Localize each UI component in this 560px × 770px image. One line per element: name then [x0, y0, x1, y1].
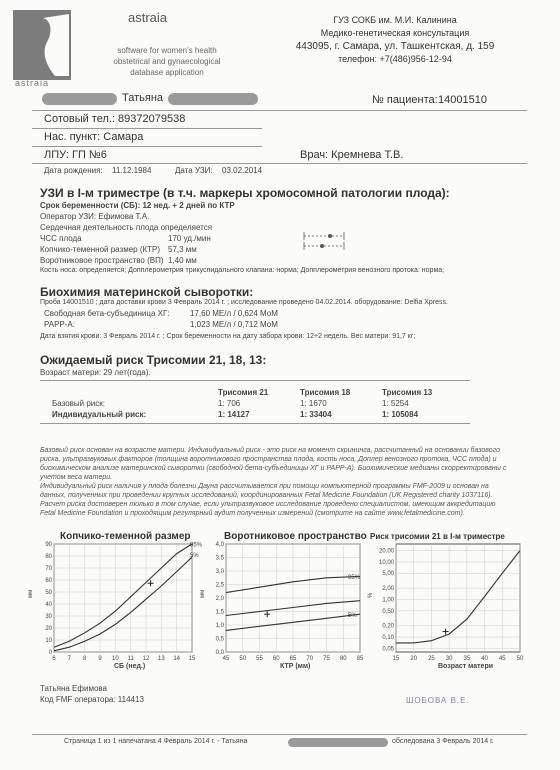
y-tick-label: 20 — [45, 626, 52, 632]
org-phone: телефон: +7(486)956-12-94 — [338, 54, 452, 64]
y-tick-label: 1,0 — [215, 623, 224, 629]
y-tick-label: 40 — [45, 602, 52, 608]
divider — [32, 146, 262, 147]
risk-curve — [396, 551, 520, 643]
sample-info: Проба 14001510 ; дата доставки крови 3 Февраль 2014 г. ; исследование проведено 04.02.2014. оборудование: Delfia Xpress. — [40, 299, 448, 306]
x-tick-label: 65 — [289, 656, 297, 662]
risk-column-header: Трисомия 21 — [218, 388, 269, 397]
tagline-line: database application — [130, 68, 204, 77]
biochem-value: 1,023 МЕ/л / 0,712 МоМ — [190, 320, 278, 329]
doctor-name: Врач: Кремнева Т.В. — [300, 149, 404, 161]
explanatory-notes — [40, 446, 530, 518]
percentile-label: 5% — [348, 612, 357, 619]
x-tick-label: 85 — [356, 656, 364, 662]
patient-first-name: Татьяна — [122, 92, 164, 104]
gestation: Срок беременности (СБ): 12 нед. + 2 дней по КТР — [40, 201, 235, 210]
x-tick-label: 45 — [498, 656, 506, 662]
y-tick-label: 60 — [45, 578, 52, 584]
y-tick-label: 0,5 — [215, 636, 224, 643]
us-row-label: Копчико-теменной размер (КТР) — [40, 245, 161, 254]
percentile-line — [54, 544, 192, 647]
y-tick-label: 2,5 — [215, 582, 224, 589]
base-risk-value: 1: 706 — [218, 399, 241, 408]
x-tick-label: 80 — [339, 656, 347, 662]
x-tick-label: 50 — [516, 656, 524, 662]
x-tick-label: 75 — [323, 656, 330, 662]
chart-title: Риск трисомии 21 в I-м триместре — [370, 532, 505, 541]
brand-name: astraia — [128, 10, 168, 25]
y-tick-label: 80 — [45, 554, 52, 560]
base-risk-value: 1: 1670 — [300, 399, 327, 408]
us-date: 03.02.2014 — [222, 166, 263, 175]
x-tick-label: 13 — [157, 656, 165, 662]
note-line: Базовый риск основан на возрасте матери. Индивидуальный риск - это риск на момент скрининга, рассчитанный на основании базового — [40, 447, 500, 454]
y-tick-label: 4,0 — [215, 542, 224, 548]
x-tick-label: 12 — [142, 656, 150, 662]
x-tick-label: 9 — [98, 656, 102, 662]
redacted-footer-name — [288, 738, 388, 747]
ultrasound-title: УЗИ в I-м триместре (в т.ч. маркеры хромосомной патологии плода): — [40, 186, 450, 200]
logo-word: astraia — [15, 78, 50, 88]
us-row-value: 170 уд./мин — [168, 234, 211, 243]
y-tick-label: 1,5 — [215, 609, 224, 616]
y-tick-label: 30 — [45, 614, 52, 620]
note-line: учетом веса матери. — [40, 474, 113, 481]
risk-title: Ожидаемый риск Трисомии 21, 18, 13: — [40, 353, 267, 367]
patient-phone: Сотовый тел.: 89372079538 — [44, 113, 186, 125]
divider — [32, 110, 527, 111]
biochem-title: Биохимия материнской сыворотки: — [40, 285, 254, 299]
y-axis-label: мм — [200, 589, 206, 598]
y-tick-label: 0,50 — [382, 608, 394, 615]
percentile-label: 95% — [348, 575, 361, 582]
y-tick-label: 3,5 — [215, 555, 224, 562]
tagline-line: software for women's health — [117, 46, 217, 55]
x-tick-label: 11 — [127, 656, 134, 662]
individual-risk-value: 1: 14127 — [218, 410, 250, 419]
x-tick-label: 30 — [445, 656, 453, 662]
x-tick-label: 6 — [52, 656, 56, 662]
x-tick-label: 25 — [428, 656, 435, 662]
nt-chart — [198, 528, 368, 673]
y-tick-label: 0,0 — [215, 650, 224, 656]
patient-lpu: ЛПУ: ГП №6 — [44, 149, 107, 161]
divider — [32, 163, 527, 164]
x-axis-label: СБ (нед.) — [114, 663, 146, 670]
x-axis-label: Возраст матери — [438, 663, 494, 670]
risk-column-header: Трисомия 18 — [300, 388, 351, 397]
us-date-label: Дата УЗИ: — [175, 166, 213, 175]
birth-date-label: Дата рождения: — [44, 166, 103, 175]
x-tick-label: 50 — [239, 656, 247, 662]
measurement-range-bars — [300, 230, 350, 252]
note-line: Fetal Medicine Foundation и проходящим регулярный аудит полученных измерений (смотрите на сайте www.fetalmedicine.com). — [40, 510, 465, 517]
org-dept: Медико-генетическая консультация — [320, 28, 470, 38]
x-tick-label: 20 — [410, 656, 418, 662]
chart-title: Копчико-теменной размер — [60, 531, 191, 542]
org-address: 443095, г. Самара, ул. Ташкентская, д. 159 — [295, 41, 495, 52]
footer-exam-info: обследована 3 Февраль 2014 г. — [392, 738, 494, 745]
y-tick-label: 3,0 — [215, 569, 224, 575]
tagline-line: obstetrical and gynaecological — [113, 57, 221, 66]
base-risk-value: 1: 5254 — [382, 399, 409, 408]
operator-name: Татьяна Ефимова — [40, 684, 107, 693]
x-tick-label: 35 — [463, 656, 471, 662]
y-tick-label: 0,10 — [382, 635, 394, 642]
x-tick-label: 40 — [481, 656, 488, 662]
note-line: данных, полученных при проведении крупных исследований, координированных Fetal Medicine Foundation (UK Registered charity 1037116). — [40, 492, 493, 499]
divider — [40, 423, 470, 424]
x-tick-label: 70 — [306, 656, 314, 662]
y-tick-label: 20,00 — [378, 548, 394, 555]
y-tick-label: 0,20 — [382, 623, 394, 630]
astraia-logo — [13, 10, 71, 80]
nose-doppler: Кость носа: определяется; Допплерометрия трикуспидального клапана: норма; Допплерометрия венозного протока: норма; — [40, 267, 445, 274]
individual-risk-value: 1: 105084 — [382, 410, 419, 419]
individual-risk-label: Индивидуальный риск: — [52, 410, 147, 419]
maternal-age: Возраст матери: 29 лет(года). — [40, 368, 151, 377]
base-risk-label: Базовый риск: — [52, 399, 105, 408]
tagline — [92, 45, 242, 78]
logo-figure-icon — [13, 10, 71, 80]
patient-city: Нас. пункт: Самара — [44, 131, 144, 143]
blood-info: Дата взятия крови: 3 Февраль 2014 г. ; Срок беременности на дату забора крови: 12+2 недель. Вес матери: 91,7 кг; — [40, 333, 416, 340]
y-tick-label: 1,00 — [382, 597, 394, 604]
y-tick-label: 10,00 — [378, 559, 394, 566]
heart-activity: Сердечная деятельность плода определяется — [40, 223, 213, 232]
us-row-value: 57,3 мм — [168, 245, 197, 254]
stamp: ШОБОВА В.Е. — [406, 696, 470, 705]
risk-column-header: Трисомия 13 — [382, 388, 433, 397]
patient-number-label: № пациента: — [372, 94, 438, 106]
footer-print-info: Страница 1 из 1 напечатана 4 Февраль 2014 г. - Татьяна — [64, 738, 248, 745]
org-name: ГУЗ СОКБ им. М.И. Калинина — [333, 15, 457, 25]
redacted-surname — [42, 93, 117, 105]
y-tick-label: 90 — [45, 542, 52, 548]
us-row-label: ЧСС плода — [40, 234, 82, 243]
x-tick-label: 15 — [392, 656, 400, 662]
us-row-value: 1,40 мм — [168, 256, 197, 265]
chart-title: Воротниковое пространство — [224, 531, 367, 542]
biochem-label: Свободная бета-субъединица ХГ: — [44, 309, 170, 318]
x-tick-label: 45 — [222, 656, 230, 662]
y-tick-label: 70 — [45, 566, 52, 572]
fmf-code: Код FMF оператора: 114413 — [40, 695, 144, 704]
note-line: биохимическом анализе материнской сыворотки (свободной бета-субъединицы ХГ и PAPP-A). Биохимические медианы скорректированы с — [40, 465, 507, 472]
risk-chart — [366, 528, 528, 673]
ktr-chart — [28, 528, 203, 673]
organization-block — [280, 14, 510, 66]
biochem-label: PAPP-A: — [44, 320, 75, 329]
x-tick-label: 8 — [82, 656, 87, 662]
birth-date: 11.12.1984 — [112, 166, 152, 175]
x-tick-label: 10 — [111, 656, 119, 662]
x-tick-label: 60 — [272, 656, 280, 662]
redacted-patronymic — [168, 93, 258, 105]
percentile-label: 5% — [190, 553, 199, 560]
divider — [32, 734, 527, 735]
y-tick-label: 0 — [48, 650, 52, 656]
x-tick-label: 14 — [173, 656, 181, 662]
us-row-label: Воротниковое пространство (ВП) — [40, 256, 164, 265]
y-tick-label: 5,00 — [382, 571, 394, 578]
patient-number: 14001510 — [438, 94, 487, 106]
x-axis-label: КТР (мм) — [280, 663, 311, 670]
plot-frame — [54, 544, 192, 652]
divider — [32, 128, 262, 129]
individual-risk-value: 1: 33404 — [300, 410, 332, 419]
y-tick-label: 2,00 — [382, 586, 394, 593]
x-tick-label: 15 — [188, 656, 196, 662]
us-operator: Оператор УЗИ: Ефимова Т.А. — [40, 212, 150, 221]
divider — [40, 380, 470, 381]
y-tick-label: 2,0 — [215, 596, 224, 602]
y-tick-label: 50 — [45, 590, 52, 596]
note-line: риска, ультразвуковых факторов (толщина воротникового пространства плода, кость носа, Доплер венозного протока, ЧСС плода) и — [40, 456, 497, 463]
x-tick-label: 7 — [67, 656, 72, 662]
note-line: Расчет риска достоверен только в том случае, если ультразвуковое исследование проведено специалистом, имеющим аккредитацию — [40, 501, 496, 508]
note-line: Индивидуальный риск наличия у плода болезни Дауна рассчитывается при помощи компьютерной программы FMF-2009 и основан на — [40, 483, 489, 490]
y-tick-label: 0,05 — [382, 646, 394, 653]
y-axis-label: мм — [28, 589, 34, 598]
x-tick-label: 55 — [256, 656, 263, 662]
y-tick-label: 10 — [45, 638, 52, 644]
y-axis-label: % — [368, 592, 374, 598]
biochem-value: 17,60 МЕ/л / 0,624 МоМ — [190, 309, 278, 318]
percentile-label: 95% — [190, 542, 203, 549]
plot-frame — [396, 544, 520, 652]
